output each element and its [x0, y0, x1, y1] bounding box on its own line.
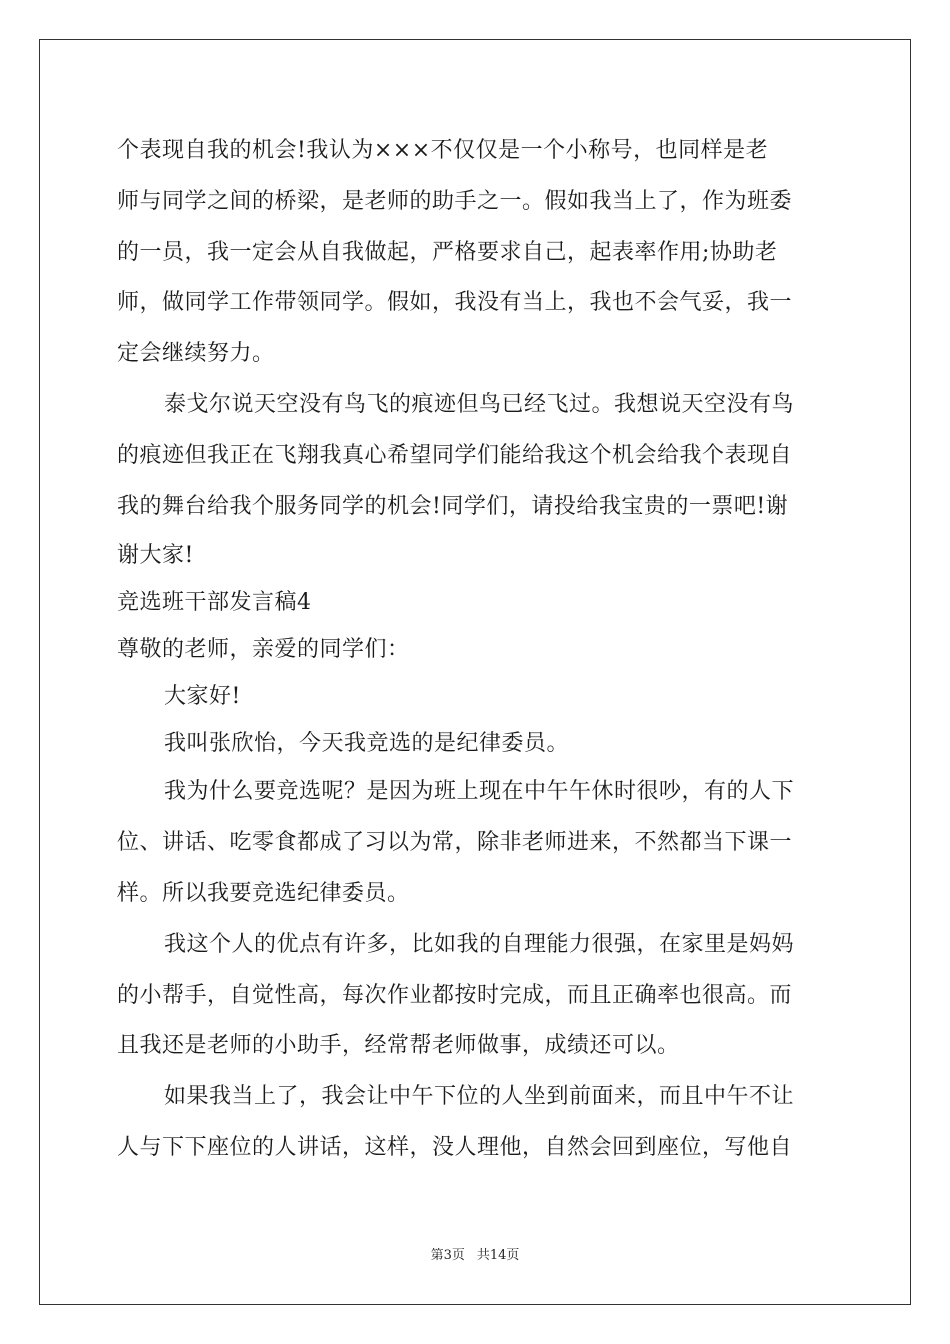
- text-line: 的一员，我一定会从自我做起，严格要求自己，起表率作用;协助老: [117, 239, 778, 265]
- text-line: 定会继续努力。: [117, 341, 275, 367]
- section-heading: 竞选班干部发言稿4: [117, 590, 312, 616]
- text-line: 人与下下座位的人讲话，这样，没人理他，自然会回到座位，写他自: [117, 1134, 793, 1160]
- page-footer: [0, 1244, 950, 1263]
- paragraph-start: 我叫张欣怡，今天我竞选的是纪律委员。: [164, 731, 570, 757]
- paragraph-start: 我为什么要竞选呢？是因为班上现在中午午休时很吵，有的人下: [164, 779, 795, 805]
- document-body: [117, 126, 833, 1174]
- paragraph-start: 泰戈尔说天空没有鸟飞的痕迹但鸟已经飞过。我想说天空没有鸟: [164, 391, 795, 417]
- text-line: 的小帮手，自觉性高，每次作业都按时完成，而且正确率也很高。而: [117, 982, 793, 1008]
- text-line: 师，做同学工作带领同学。假如，我没有当上，我也不会气妥，我一: [117, 290, 793, 316]
- text-line: 的痕迹但我正在飞翔我真心希望同学们能给我这个机会给我个表现自: [117, 442, 793, 468]
- text-line: 样。所以我要竞选纪律委员。: [117, 880, 410, 906]
- text-line: 谢大家!: [117, 543, 194, 569]
- text-line: 个表现自我的机会!我认为×××不仅仅是一个小称号，也同样是老: [117, 138, 769, 163]
- page-number: 第3页: [430, 1248, 465, 1263]
- paragraph-start: 我这个人的优点有许多，比如我的自理能力很强，在家里是妈妈: [164, 931, 795, 957]
- text-line: 位、讲话、吃零食都成了习以为常，除非老师进来，不然都当下课一: [117, 830, 793, 856]
- paragraph-start: 如果我当上了，我会让中午下位的人坐到前面来，而且中午不让: [164, 1084, 795, 1110]
- text-line: 且我还是老师的小助手，经常帮老师做事，成绩还可以。: [117, 1033, 680, 1059]
- greeting: 大家好!: [164, 684, 241, 710]
- text-line: 我的舞台给我个服务同学的机会!同学们，请投给我宝贵的一票吧!谢: [117, 493, 789, 519]
- text-line: 师与同学之间的桥梁，是老师的助手之一。假如我当上了，作为班委: [117, 188, 793, 214]
- page-total: 共14页: [476, 1248, 520, 1263]
- salutation: 尊敬的老师，亲爱的同学们：: [117, 637, 410, 663]
